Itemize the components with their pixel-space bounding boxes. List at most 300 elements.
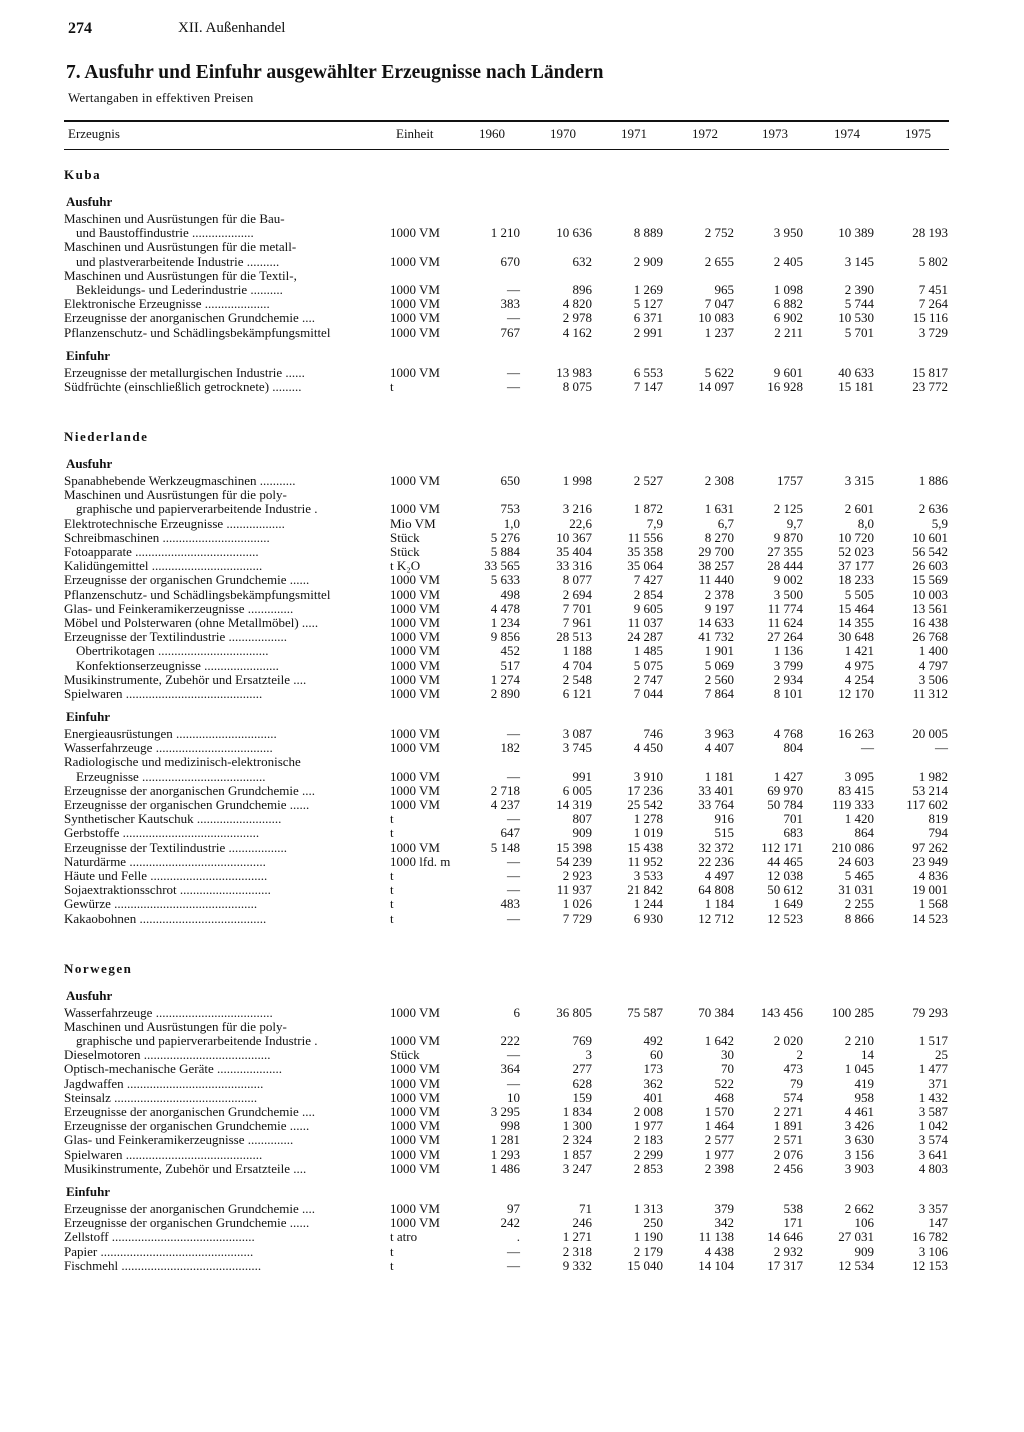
value-cell: 473 [783,1061,803,1077]
row-unit: 1000 VM [390,600,440,616]
value-cell: 18 233 [838,572,874,588]
value-cell: 2 909 [633,253,663,269]
table-row [0,226,1024,240]
value-cell: 1 977 [704,1146,734,1162]
value-cell: 8 270 [704,529,734,545]
table-row [0,255,1024,269]
column-header-1960: 1960 [479,126,505,141]
value-cell: 64 808 [698,882,734,898]
value-cell: 10 083 [698,310,734,326]
value-cell: 35 358 [627,544,663,559]
value-cell: 12 534 [838,1257,874,1273]
value-cell: 364 [500,1061,520,1077]
value-cell: 13 561 [912,600,948,616]
value-cell: 2 655 [704,253,734,269]
row-label: Optisch-mechanische Geräte .................... [64,1062,283,1077]
row-unit: 1000 VM [390,225,440,241]
value-cell: 33 764 [698,797,734,812]
value-cell: . [516,1229,520,1245]
value-cell: 2 934 [773,671,803,687]
value-cell: 50 784 [767,797,803,812]
value-cell: 7 451 [918,281,948,297]
row-label: Schreibmaschinen ................................. [64,530,270,545]
value-cell: 998 [500,1118,520,1134]
row-label: und plastverarbeitende Industrie .......... [76,254,280,269]
value-cell: 452 [500,643,520,659]
row-unit: 1000 VM [390,782,440,798]
row-label: Möbel und Polsterwaren (ohne Metallmöbel) ..... [64,615,319,630]
value-cell: 27 031 [838,1229,874,1245]
table-row [0,1202,1024,1216]
row-unit: t [390,867,394,883]
row-unit: 1000 VM [390,1118,440,1134]
value-cell: 22,6 [569,515,592,531]
row-unit: 1000 VM [390,296,440,312]
table-row [0,297,1024,311]
table-row [0,517,1024,531]
value-cell: 647 [500,825,520,841]
value-cell: 958 [854,1089,874,1105]
value-cell: 71 [579,1200,592,1216]
value-cell: 7 044 [633,685,663,701]
value-cell: 97 [507,1200,520,1216]
value-cell: 3 500 [773,586,803,602]
value-cell: 9 601 [773,364,803,380]
value-cell: 909 [854,1243,874,1259]
row-unit: 1000 VM [390,657,440,673]
value-cell: 896 [572,281,592,297]
value-cell: 1 886 [918,473,948,489]
value-cell: 10 389 [838,225,874,241]
row-label: Erzeugnisse der Textilindustrie .................. [64,630,288,645]
table-row [0,912,1024,926]
value-cell: 2 560 [704,671,734,687]
value-cell: 3 574 [918,1132,948,1148]
value-cell: 379 [714,1200,734,1216]
value-cell: 1 293 [490,1146,520,1162]
value-cell: 79 [790,1075,803,1091]
value-cell: 12 523 [767,910,803,926]
value-cell: 2 271 [773,1104,803,1119]
value-cell: 2 747 [633,671,663,687]
value-cell: 5 633 [490,572,520,588]
value-cell: 419 [854,1075,874,1091]
value-cell: 6,7 [717,515,734,531]
table-row [0,1148,1024,1162]
value-cell: 14 097 [698,378,734,394]
column-header-1970: 1970 [550,126,576,141]
value-cell: 11 556 [627,529,663,545]
value-cell: 9 856 [490,629,520,645]
value-cell: 3 [585,1047,592,1063]
value-cell: 864 [854,825,874,841]
value-cell: 16 928 [767,378,803,394]
value-cell: 7 147 [633,378,663,394]
value-cell: 7 264 [918,296,948,312]
row-label: Erzeugnisse der organischen Grundchemie ...... [64,1216,310,1231]
row-label: Steinsalz ............................................ [64,1090,258,1105]
value-cell: 4 836 [918,867,948,883]
value-cell: 965 [714,281,734,297]
value-cell: 4 704 [562,657,592,673]
value-cell: 106 [854,1215,874,1231]
table-title: 7. Ausfuhr und Einfuhr ausgewählter Erzeugnisse nach Ländern [66,62,604,83]
value-cell: 15 464 [838,600,874,616]
row-label: Musikinstrumente, Zubehör und Ersatzteile .... [64,672,307,687]
value-cell: 670 [500,253,520,269]
value-cell: 3 506 [918,671,948,687]
value-cell: 1 210 [490,225,520,241]
value-cell: 2 991 [633,324,663,340]
value-cell: 28 444 [767,558,803,574]
value-cell: 10 [507,1089,520,1105]
value-cell: 7 729 [562,910,592,926]
value-cell: 38 257 [698,558,734,574]
row-unit: 1000 VM [390,1132,440,1148]
value-cell: 7 427 [633,572,663,588]
row-unit: 1000 VM [390,364,440,380]
row-label: und Baustoffindustrie ................... [76,226,254,241]
value-cell: 23 772 [912,378,948,394]
value-cell: 31 031 [838,882,874,898]
row-label: Maschinen und Ausrüstungen für die Textil-, [64,268,297,283]
value-cell: — [507,1243,520,1259]
value-cell: 5 148 [490,839,520,855]
value-cell: 15 817 [912,364,948,380]
value-cell: 100 285 [831,1004,874,1020]
value-cell: 35 404 [556,544,592,559]
row-label: Wasserfahrzeuge .................................... [64,1005,273,1020]
value-cell: 4 237 [490,797,520,812]
value-cell: 9 605 [633,600,663,616]
value-cell: 70 [721,1061,734,1077]
value-cell: 14 104 [698,1257,734,1273]
value-cell: — [935,740,948,756]
value-cell: 4 407 [704,740,734,756]
row-label: Maschinen und Ausrüstungen für die Bau- [64,212,285,226]
value-cell: 11 312 [912,685,948,701]
country-heading: Kuba [64,167,102,182]
value-cell: 210 086 [831,839,874,855]
value-cell: 2 577 [704,1132,734,1148]
value-cell: 10 003 [912,586,948,602]
table-row [0,474,1024,488]
value-cell: 8 075 [562,378,592,394]
value-cell: 250 [643,1215,663,1231]
table-row [0,559,1024,573]
value-cell: 14 523 [912,910,948,926]
table-row [0,588,1024,602]
value-cell: 26 603 [912,558,948,574]
value-cell: 1 631 [704,501,734,517]
value-cell: 28 193 [912,225,948,241]
row-unit: 1000 VM [390,586,440,602]
value-cell: 222 [500,1033,520,1049]
table-row [0,755,1024,769]
value-cell: 1 427 [773,768,803,784]
table-row [0,826,1024,840]
value-cell: 3 963 [704,726,734,742]
value-cell: 1 271 [562,1229,592,1245]
row-label: Erzeugnisse der organischen Grundchemie ...... [64,573,310,588]
value-cell: 5 802 [918,253,948,269]
table-row [0,283,1024,297]
value-cell: — [507,364,520,380]
country-spacer [0,940,1024,954]
row-label: Spielwaren .......................................... [64,1147,263,1162]
value-cell: 30 [721,1047,734,1063]
value-cell: 650 [500,473,520,489]
value-cell: 12 038 [767,867,803,883]
value-cell: 2 853 [633,1160,663,1176]
value-cell: 3 630 [844,1132,874,1148]
value-cell: 44 465 [767,853,803,869]
value-cell: 1 042 [918,1118,948,1134]
row-unit: 1000 VM [390,1160,440,1176]
value-cell: 1 568 [918,896,948,912]
value-cell: 632 [572,253,592,269]
table-row [0,366,1024,380]
value-cell: 6 553 [633,364,663,380]
value-cell: 10 720 [838,529,874,545]
value-cell: 767 [500,324,520,340]
row-label: Erzeugnisse der anorganischen Grundchemie .... [64,783,316,798]
value-cell: 628 [572,1075,592,1091]
value-cell: 807 [572,811,592,827]
row-unit: t [390,378,394,394]
value-cell: 3 641 [918,1146,948,1162]
value-cell: 7 961 [562,614,592,630]
value-cell: 30 648 [838,629,874,645]
table-row [0,727,1024,741]
value-cell: 1 477 [918,1061,948,1077]
value-cell: 3 106 [918,1243,948,1259]
table-row [0,883,1024,897]
value-cell: 3 910 [633,768,663,784]
table-row [0,644,1024,658]
value-cell: 1 485 [633,643,663,659]
value-cell: 33 316 [556,558,592,574]
value-cell: 5 127 [633,296,663,312]
value-cell: 24 603 [838,853,874,869]
value-cell: 9 002 [773,572,803,588]
row-unit: t [390,910,394,926]
value-cell: 794 [928,825,948,841]
value-cell: 371 [928,1075,948,1091]
table-row [0,240,1024,254]
row-unit: t [390,811,394,827]
row-label: Sojaextraktionsschrot ............................ [64,883,271,898]
value-cell: 2 752 [704,225,734,241]
value-cell: 4 254 [844,671,874,687]
value-cell: 147 [928,1215,948,1231]
value-cell: 2 854 [633,586,663,602]
table-row [0,841,1024,855]
value-cell: 2 255 [844,896,874,912]
table-row [0,1077,1024,1091]
value-cell: 12 153 [912,1257,948,1273]
row-unit: t [390,896,394,912]
value-cell: 769 [572,1033,592,1049]
value-cell: 4 450 [633,740,663,756]
table-row [0,812,1024,826]
value-cell: 119 333 [832,797,874,812]
row-unit: 1000 VM [390,1004,440,1020]
value-cell: 2 978 [562,310,592,326]
value-cell: 1 237 [704,324,734,340]
row-unit: 1000 VM [390,839,440,855]
row-unit: 1000 VM [390,572,440,588]
value-cell: 56 542 [912,544,948,559]
value-cell: 574 [783,1089,803,1105]
value-cell: 1 400 [918,643,948,659]
table-row [0,1230,1024,1244]
value-cell: 3 950 [773,225,803,241]
value-cell: 242 [500,1215,520,1231]
value-cell: 5 744 [844,296,874,312]
value-cell: 9 870 [773,529,803,545]
table-row [0,1119,1024,1133]
value-cell: 3 745 [562,740,592,756]
value-cell: 804 [783,740,803,756]
value-cell: 8 866 [844,910,874,926]
value-cell: 6 [513,1004,520,1020]
value-cell: 3 087 [562,726,592,742]
value-cell: 27 264 [767,629,803,645]
value-cell: 11 440 [698,572,734,588]
value-cell: 4 797 [918,657,948,673]
row-label: Glas- und Feinkeramikerzeugnisse .............. [64,601,294,616]
value-cell: 3 903 [844,1160,874,1176]
value-cell: 2 390 [844,281,874,297]
value-cell: 1 834 [562,1104,592,1119]
value-cell: 24 287 [627,629,663,645]
value-cell: 383 [500,296,520,312]
row-label: Elektronische Erzeugnisse .................... [64,297,270,312]
value-cell: 79 293 [912,1004,948,1020]
value-cell: 4 162 [562,324,592,340]
value-cell: — [507,281,520,297]
row-unit: t [390,1243,394,1259]
value-cell: 4 975 [844,657,874,673]
value-cell: 11 138 [698,1229,734,1245]
value-cell: 5,9 [931,515,948,531]
value-cell: 50 612 [767,882,803,898]
value-cell: 117 602 [906,797,948,812]
value-cell: 143 456 [760,1004,803,1020]
flow-heading: Einfuhr [66,1183,111,1199]
value-cell: 20 005 [912,726,948,742]
row-label: Fotoapparate ...................................... [64,545,259,559]
value-cell: 19 001 [912,882,948,898]
row-unit: 1000 VM [390,324,440,340]
value-cell: — [507,768,520,784]
value-cell: — [507,1257,520,1273]
value-cell: 1 649 [773,896,803,912]
table-row [0,488,1024,502]
row-label: Gewürze ............................................ [64,897,258,912]
value-cell: 2 076 [773,1146,803,1162]
row-label: Papier ............................................... [64,1244,254,1259]
value-cell: 15 398 [556,839,592,855]
value-cell: 2 211 [774,324,803,340]
value-cell: 1 300 [562,1118,592,1134]
row-label: Spanabhebende Werkzeugmaschinen ........... [64,474,296,489]
value-cell: 10 601 [912,529,948,545]
value-cell: 5 075 [633,657,663,673]
table-row [0,1105,1024,1119]
value-cell: 2 636 [918,501,948,517]
value-cell: 7 701 [562,600,592,616]
row-unit: Stück [390,544,420,559]
value-cell: 1 432 [918,1089,948,1105]
row-label: Maschinen und Ausrüstungen für die poly- [64,488,287,503]
flow-heading: Ausfuhr [66,987,113,1003]
table-row [0,1259,1024,1273]
table-row [0,687,1024,701]
row-unit: 1000 VM [390,1200,440,1216]
row-unit: t [390,882,394,898]
table-subtitle: Wertangaben in effektiven Preisen [68,90,254,105]
value-cell: 909 [572,825,592,841]
row-label: Erzeugnisse der organischen Grundchemie ...... [64,1119,310,1134]
value-cell: 16 263 [838,726,874,742]
value-cell: 4 478 [490,600,520,616]
value-cell: 1 136 [773,643,803,659]
value-cell: 22 236 [698,853,734,869]
running-header [68,20,286,38]
value-cell: 683 [783,825,803,841]
row-unit: 1000 VM [390,740,440,756]
row-unit: t [390,1257,394,1273]
table-row [0,673,1024,687]
row-label: Erzeugnisse der anorganischen Grundchemie .... [64,1201,316,1216]
value-cell: 2 405 [773,253,803,269]
value-cell: 97 262 [912,839,948,855]
value-cell: — [507,882,520,898]
value-cell: 3 426 [844,1118,874,1134]
value-cell: 916 [714,811,734,827]
column-header-1974: 1974 [834,126,860,141]
value-cell: 5 465 [844,867,874,883]
row-label: Kakaobohnen ....................................... [64,911,267,926]
value-cell: 2 318 [562,1243,592,1259]
row-label: graphische und papierverarbeitende Industrie . [76,1034,318,1049]
value-cell: 753 [500,501,520,517]
column-header-product: Erzeugnis [68,126,120,141]
value-cell: 2 299 [633,1146,663,1162]
row-label: Maschinen und Ausrüstungen für die metall- [64,240,297,255]
value-cell: 6 121 [562,685,592,701]
country-spacer [0,926,1024,940]
value-cell: 2 308 [704,473,734,489]
value-cell: 2 932 [773,1243,803,1259]
value-cell: 112 171 [761,839,803,855]
value-cell: 25 [935,1047,948,1063]
value-cell: 60 [650,1047,663,1063]
value-cell: 8 101 [773,685,803,701]
value-cell: 11 774 [767,600,803,616]
table-row [0,1216,1024,1230]
row-label: Musikinstrumente, Zubehör und Ersatzteile .... [64,1161,307,1176]
table-row [0,1006,1024,1020]
value-cell: 5 701 [844,324,874,340]
value-cell: 1 891 [773,1118,803,1134]
value-cell: 1 486 [490,1160,520,1176]
chapter-title: XII. Außenhandel [178,20,286,36]
value-cell: 468 [714,1089,734,1105]
country-spacer [0,408,1024,422]
